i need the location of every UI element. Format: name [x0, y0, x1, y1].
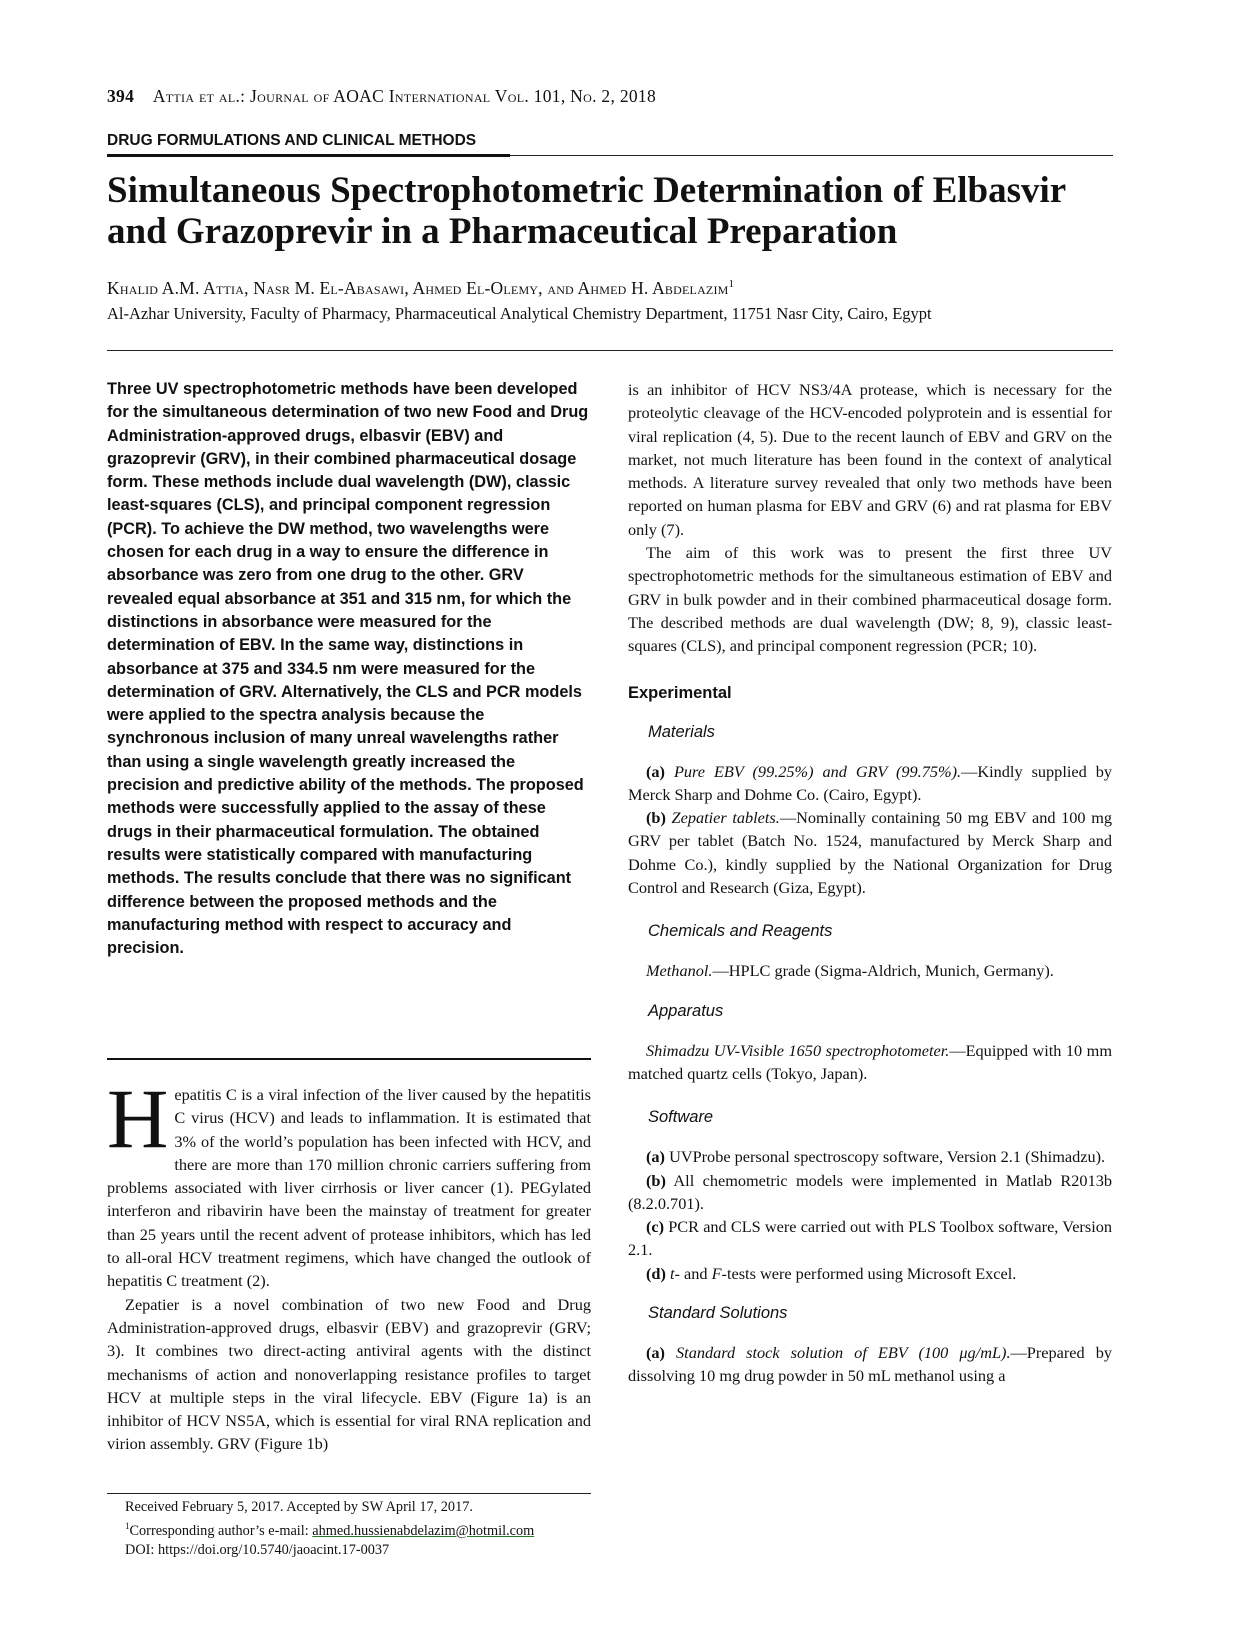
materials-a-text: —Kindly supplied by Merck Sharp and Dohme Co. (Cairo, Egypt).	[628, 761, 1112, 804]
corresponding-note	[107, 1517, 591, 1541]
title-rule	[107, 350, 1113, 351]
affiliation: Al-Azhar University, Faculty of Pharmacy, Pharmaceutical Analytical Chemistry Department, 11751 Nasr City, Cairo, Egypt	[107, 304, 932, 323]
apparatus-item	[628, 1039, 1112, 1086]
software-item-d	[628, 1262, 1112, 1285]
software-b-label: (b)	[646, 1170, 666, 1190]
doi-note	[107, 1541, 591, 1560]
materials-item-a	[628, 760, 1112, 807]
software-d-mid: - and	[674, 1263, 712, 1283]
intro-paragraph-2: Zepatier is a novel combination of two new Food and Drug Administration-approved drugs, elbasvir (EBV) and grazoprevir (GRV; 3). It combines two direct-acting antiviral agents with the distinct mechanisms of action and nonoverlapping resistance profiles to target HCV at multiple steps in the viral lifecycle. EBV (Figure 1a) is an inhibitor of HCV NS5A, which is essential for viral RNA replication and virion assembly. GRV (Figure 1b)	[107, 1294, 591, 1454]
software-heading: Software	[648, 1108, 714, 1127]
software-d-text: -tests were performed using Microsoft Excel.	[721, 1263, 1017, 1283]
page-number: 394	[107, 86, 135, 106]
apparatus-heading: Apparatus	[648, 1001, 724, 1020]
materials-item-b	[628, 806, 1112, 899]
author-list	[107, 278, 734, 299]
chemicals-text: —HPLC grade (Sigma-Aldrich, Munich, Germany).	[712, 961, 1054, 981]
author-footnote-mark: 1	[728, 278, 735, 291]
experimental-heading: Experimental	[628, 683, 732, 702]
chemicals-title: Methanol.	[646, 961, 713, 981]
drop-cap: H	[107, 1072, 169, 1166]
authors-text: Khalid A.M. Attia, Nasr M. El-Abasawi, Ahmed El-Olemy, and Ahmed H. Abdelazim	[107, 278, 729, 298]
running-header	[107, 86, 656, 107]
article-title	[107, 170, 1117, 252]
standards-heading: Standard Solutions	[648, 1304, 788, 1323]
standards-a-title: Standard stock solution of EBV (100 μg/mL).	[676, 1343, 1011, 1363]
software-d-t: t	[669, 1263, 675, 1283]
intro-paragraph-1	[107, 1072, 591, 1293]
software-c-text: PCR and CLS were carried out with PLS Toolbox software, Version 2.1.	[628, 1217, 1112, 1260]
title-line-2: and Grazoprevir in a Pharmaceutical Preparation	[107, 211, 898, 252]
doi-link[interactable]: DOI: https://doi.org/10.5740/jaoacint.17-0037	[125, 1541, 390, 1558]
left-column	[107, 1072, 591, 1456]
corresponding-prefix: Corresponding author’s e-mail:	[129, 1522, 313, 1539]
footnotes	[107, 1498, 591, 1560]
chemicals-item	[628, 959, 1112, 982]
intro-paragraph-4: The aim of this work was to present the first three UV spectrophotometric methods for the simultaneous estimation of EBV and GRV in bulk powder and in their combined pharmaceutical dosage form. The described methods are dual wavelength (DW; 8, 9), classic least-squares (CLS), and principal component regression (PCR; 10).	[628, 543, 1112, 656]
standards-item-a	[628, 1341, 1112, 1388]
apparatus-text: —Equipped with 10 mm matched quartz cells (Tokyo, Japan).	[628, 1040, 1112, 1083]
section-label: DRUG FORMULATIONS AND CLINICAL METHODS	[107, 132, 477, 149]
software-item-a	[628, 1145, 1112, 1168]
software-d-label: (d)	[646, 1263, 666, 1283]
software-a-label: (a)	[646, 1147, 665, 1167]
email-link[interactable]: ahmed.hussienabdelazim@hotmil.com	[312, 1522, 535, 1539]
abstract: Three UV spectrophotometric methods have been developed for the simultaneous determination of two new Food and Drug Administration-approved drugs, elbasvir (EBV) and grazoprevir (GRV), in their combined pharmaceutical dosage form. These methods include dual wavelength (DW), classic least-squares (CLS), and principal component regression (PCR). To achieve the DW method, two wavelengths were chosen for each drug in a way to ensure the difference in absorbance was zero from one drug to the other. GRV revealed equal absorbance at 351 and 315 nm, for which the distinctions in absorbance were measured for the determination of EBV. In the same way, distinctions in absorbance at 375 and 334.5 nm were measured for the determination of GRV. Alternatively, the CLS and PCR models were applied to the spectra analysis because the synchronous inclusion of many unreal wavelengths rather than using a single wavelength greatly increased the precision and predictive ability of the methods. The proposed methods were successfully applied to the assay of these drugs in their pharmaceutical formulation. The obtained results were statistically compared with manufacturing methods. The results conclude that there was no significant difference between the proposed methods and the manufacturing method with respect to accuracy and precision.	[107, 380, 589, 958]
standards-a-text: —Prepared by dissolving 10 mg drug powder in 50 mL methanol using a	[628, 1343, 1112, 1386]
materials-a-label: (a)	[646, 761, 665, 781]
right-column	[628, 378, 1112, 1388]
software-b-text: All chemometric models were implemented in Matlab R2013b (8.2.0.701).	[628, 1170, 1112, 1213]
footnote-mark: 1	[125, 1521, 130, 1531]
running-title: Attia et al.: Journal of AOAC International Vol. 101, No. 2, 2018	[152, 86, 657, 106]
title-line-1: Simultaneous Spectrophotometric Determination of Elbasvir	[107, 170, 1067, 211]
received-note: Received February 5, 2017. Accepted by SW April 17, 2017.	[125, 1499, 473, 1515]
chemicals-heading: Chemicals and Reagents	[648, 922, 833, 941]
materials-b-label: (b)	[646, 808, 666, 828]
standards-a-label: (a)	[646, 1343, 665, 1363]
software-item-b	[628, 1169, 1112, 1216]
apparatus-title: Shimadzu UV-Visible 1650 spectrophotometer.	[646, 1040, 950, 1060]
abstract-rule	[107, 1058, 591, 1060]
materials-b-text: —Nominally containing 50 mg EBV and 100 mg GRV per tablet (Batch No. 1524, manufactured by Merck Sharp and Dohme Co.), kindly supplied by the National Organization for Drug Control and Research (Giza, Egypt).	[628, 808, 1112, 898]
header-rule-thick	[107, 154, 510, 157]
footnote-rule	[107, 1493, 591, 1494]
materials-heading: Materials	[648, 722, 715, 741]
materials-a-title: Pure EBV (99.25%) and GRV (99.75%).	[673, 761, 962, 781]
software-c-label: (c)	[646, 1217, 665, 1237]
software-a-text: UVProbe personal spectroscopy software, Version 2.1 (Shimadzu).	[669, 1147, 1106, 1167]
intro-paragraph-1-text: epatitis C is a viral infection of the liver caused by the hepatitis C virus (HCV) and leads to inflammation. It is estimated that 3% of the world’s population has been infected with HCV, and there are more than 170 million chronic carriers suffering from problems associated with liver cirrhosis or liver cancer (1). PEGylated interferon and ribavirin have been the mainstay of treatment for greater than 25 years until the recent advent of protease inhibitors, which has led to all-oral HCV treatment regimens, which have changed the outlook of hepatitis C treatment (2).	[107, 1085, 591, 1291]
intro-paragraph-3: is an inhibitor of HCV NS3/4A protease, which is necessary for the proteolytic cleavage of the HCV-encoded polyprotein and is essential for viral replication (4, 5). Due to the recent launch of EBV and GRV on the market, not much literature has been found in the context of analytical methods. A literature survey revealed that only two methods have been reported on human plasma for EBV and GRV (6) and rat plasma for EBV only (7).	[628, 380, 1112, 539]
software-item-c	[628, 1215, 1112, 1262]
materials-b-title: Zepatier tablets.	[671, 808, 780, 828]
software-d-f: F	[711, 1263, 722, 1283]
